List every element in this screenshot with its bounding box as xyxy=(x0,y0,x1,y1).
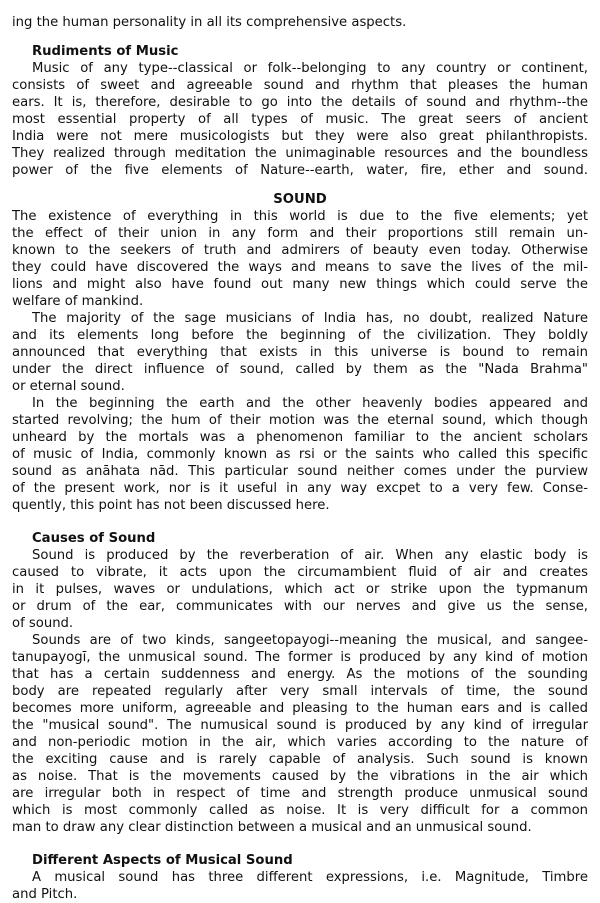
text-line: A musical sound has three different expressions, i.e. Magnitude, Timbre xyxy=(32,870,588,885)
section-rudiments xyxy=(12,43,588,179)
paragraph-causes-2 xyxy=(12,632,588,836)
text-line: power of the five elements of Nature--earth, water, fire, ether and sound. xyxy=(12,163,588,178)
section-heading-sound: SOUND xyxy=(273,192,327,207)
text-line: sound as anāhata nād. This particular sound neither comes under the purview xyxy=(12,464,588,479)
spacer xyxy=(12,31,588,43)
section-causes xyxy=(12,530,588,836)
spacer xyxy=(12,514,588,530)
text-line: caused to vibrate, it acts upon the circumambient fluid of air and creates xyxy=(12,565,588,580)
text-line: and non-periodic motion in the air, which varies according to the nature of xyxy=(12,735,588,750)
text-line: of music of India, commonly known as rsi or the saints who called this specific xyxy=(12,447,588,462)
text-line: or eternal sound. xyxy=(12,379,125,394)
text-line: quently, this point has not been discussed here. xyxy=(12,498,330,513)
text-line: started revolving; the hum of their motion was the eternal sound, which though xyxy=(12,413,588,428)
intro-line: ing the human personality in all its comprehensive aspects. xyxy=(12,15,407,30)
section-heading-aspects: Different Aspects of Musical Sound xyxy=(32,853,293,868)
paragraph-sound-3 xyxy=(12,395,588,514)
paragraph-rudiments xyxy=(12,60,588,179)
text-line: becomes more uniform, agreeable and pleasing to the human ears and is called xyxy=(12,701,588,716)
paragraph-sound-2 xyxy=(12,310,588,395)
spacer xyxy=(12,836,588,852)
text-line: The existence of everything in this world is due to the five elements; yet xyxy=(12,209,588,224)
text-line: lions and might also have found out many new things which could serve the xyxy=(12,277,588,292)
text-line: Sounds are of two kinds, sangeetopayogi--meaning the musical, and sangee- xyxy=(32,633,588,648)
text-line: and its elements long before the beginning of the civilization. They boldly xyxy=(12,328,588,343)
paragraph-aspects xyxy=(12,869,588,903)
section-sound xyxy=(12,191,588,514)
paragraph-causes-1 xyxy=(12,547,588,632)
text-line: In the beginning the earth and the other heavenly bodies appeared and xyxy=(32,396,588,411)
text-line: Music of any type--classical or folk--belonging to any country or continent, xyxy=(32,61,588,76)
spacer xyxy=(12,179,588,191)
text-line: They realized through meditation the unimaginable resources and the boundless xyxy=(12,146,588,161)
text-line: as noise. That is the movements caused by the vibrations in the air which xyxy=(12,769,588,784)
text-line: most essential property of all types of music. The great seers of ancient xyxy=(12,112,588,127)
text-line: known to the seekers of truth and admirers of beauty even today. Otherwise xyxy=(12,243,588,258)
text-line: are irregular both in respect of time and strength produce unmusical sound xyxy=(12,786,588,801)
paragraph-sound-1 xyxy=(12,208,588,310)
text-line: the "musical sound". The numusical sound is produced by any kind of irregular xyxy=(12,718,588,733)
text-line: ears. It is, therefore, desirable to go into the details of sound and rhythm--the xyxy=(12,95,588,110)
text-line: which is most commonly called as noise. It is very difficult for a common xyxy=(12,803,588,818)
text-line: under the direct influence of sound, called by them as the "Nada Brahma" xyxy=(12,362,588,377)
text-line: the exciting cause and is rarely capable of analysis. Such sound is known xyxy=(12,752,588,767)
text-line: consists of sweet and agreeable sound and rhythm that pleases the human xyxy=(12,78,588,93)
text-line: unheard by the mortals was a phenomenon familiar to the ancient scholars xyxy=(12,430,588,445)
text-line: body are repeated regularly after very small intervals of time, the sound xyxy=(12,684,588,699)
text-line: man to draw any clear distinction between a musical and an unmusical sound. xyxy=(12,820,532,835)
section-aspects xyxy=(12,852,588,903)
text-line: The majority of the sage musicians of India has, no doubt, realized Nature xyxy=(32,311,588,326)
text-line: Sound is produced by the reverberation of air. When any elastic body is xyxy=(32,548,588,563)
text-line: the effect of their union in any form and their proportions still remain un- xyxy=(12,226,588,241)
text-line: that has a certain suddenness and energy. As the motions of the sounding xyxy=(12,667,588,682)
document-page xyxy=(12,14,588,903)
text-line: announced that everything that exists in this universe is bound to remain xyxy=(12,345,588,360)
text-line: welfare of mankind. xyxy=(12,294,144,309)
text-line: or drum of the ear, communicates with our nerves and give us the sense, xyxy=(12,599,588,614)
section-heading-causes: Causes of Sound xyxy=(32,531,156,546)
text-line: of the present work, nor is it useful in any way excpet to a very few. Conse- xyxy=(12,481,588,496)
text-line: and Pitch. xyxy=(12,887,78,902)
section-heading-rudiments: Rudiments of Music xyxy=(32,44,179,59)
text-line: of sound. xyxy=(12,616,74,631)
text-line: India were not mere musicologists but they were also great philanthropists. xyxy=(12,129,588,144)
text-line: tanupayogī, the unmusical sound. The former is produced by any kind of motion xyxy=(12,650,588,665)
text-line: they could have discovered the ways and means to save the lives of the mil- xyxy=(12,260,588,275)
text-line: in it pulses, waves or undulations, which act or strike upon the typmanum xyxy=(12,582,588,597)
